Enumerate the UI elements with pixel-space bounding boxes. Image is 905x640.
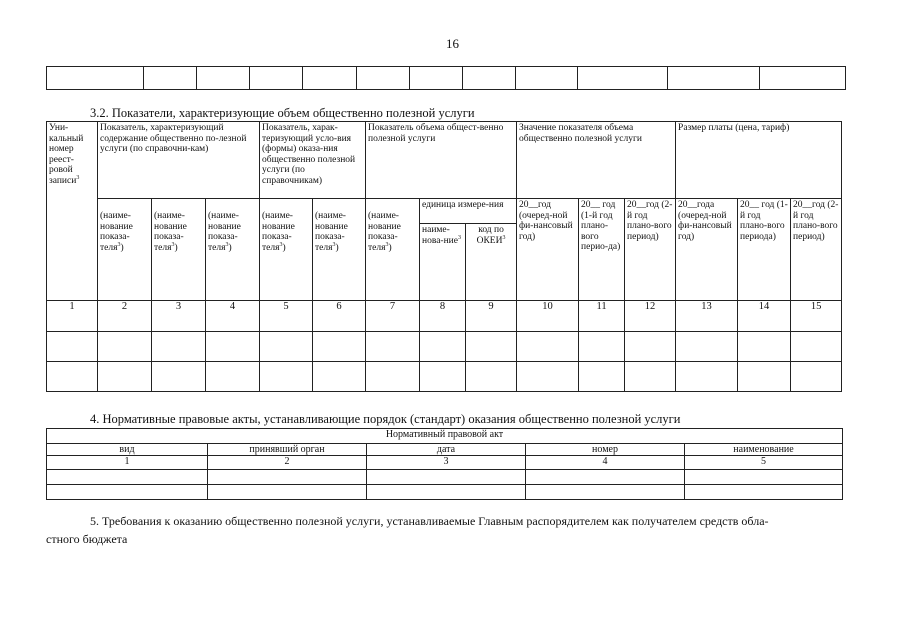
table-header-row (47, 444, 843, 456)
section-4-heading: 4. Нормативные правовые акты, устанавливающие порядок (стандарт) оказания общественно полезной услуги (90, 412, 681, 426)
col-number: 6 (313, 301, 366, 332)
col-name-5: (наиме-нование показа-теля$^3$) (260, 199, 313, 301)
col-unit: единица измере-ния (420, 199, 517, 224)
col-index: 2 (208, 456, 367, 470)
col-fee-3: 20__год (2-й год плано-вого период) (791, 199, 842, 301)
col-type: вид (47, 444, 208, 456)
table-row (47, 362, 842, 392)
col-group-fee: Размер платы (цена, тариф) (676, 122, 842, 199)
col-index: 5 (685, 456, 843, 470)
table-row (47, 485, 843, 500)
col-number: 11 (579, 301, 625, 332)
col-group-conditions: Показатель, харак-теризующий усло-вия (формы) оказа-ния общественно полезной услуги (по справочникам) (260, 122, 366, 199)
column-numbers-row (47, 456, 843, 470)
col-name-2: (наиме-нование показа-теля$^3$) (98, 199, 152, 301)
col-number: 4 (206, 301, 260, 332)
col-group-value: Значение показателя объема общественно полезной услуги (517, 122, 676, 199)
col-name-4: (наиме-нование показа-теля$^3$) (206, 199, 260, 301)
col-index: 4 (526, 456, 685, 470)
col-name: наименование (685, 444, 843, 456)
col-number: 13 (676, 301, 738, 332)
table-header-row (47, 199, 842, 224)
col-index: 1 (47, 456, 208, 470)
col-unique-number: Уни-кальный номер реест-ровой записи$^3$ (47, 122, 98, 301)
col-group-normative-act: Нормативный правовой акт (47, 429, 843, 444)
col-number: 12 (625, 301, 676, 332)
col-number: 8 (420, 301, 466, 332)
section-5-line-1: 5. Требования к оказанию общественно полезной услуги, устанавливаемые Главным распорядителем как получателем средств обла- (90, 514, 769, 528)
col-fee-2: 20__ год (1-й год плано-вого периода) (738, 199, 791, 301)
volume-indicators-table (46, 121, 842, 392)
normative-acts-table (46, 428, 843, 500)
col-date: дата (367, 444, 526, 456)
continued-table (46, 66, 846, 90)
table-header-row (47, 122, 842, 199)
col-number: 15 (791, 301, 842, 332)
col-fee-1: 20__года (очеред-ной фи-нансовый год) (676, 199, 738, 301)
col-number: 5 (260, 301, 313, 332)
col-year-3: 20__год (2-й год плано-вого период) (625, 199, 676, 301)
col-number: 7 (366, 301, 420, 332)
col-unit-okei: код по ОКЕИ$^3$ (466, 224, 517, 301)
col-group-volume: Показатель объема общест-венно полезной услуги (366, 122, 517, 199)
col-number: номер (526, 444, 685, 456)
col-number: 9 (466, 301, 517, 332)
col-number: 1 (47, 301, 98, 332)
section-3-2-heading: 3.2. Показатели, характеризующие объем общественно полезной услуги (90, 106, 475, 120)
col-year-2: 20__ год (1-й год плано-вого перио-да) (579, 199, 625, 301)
col-number: 3 (152, 301, 206, 332)
col-index: 3 (367, 456, 526, 470)
col-authority: принявший орган (208, 444, 367, 456)
column-numbers-row (47, 301, 842, 332)
col-number: 2 (98, 301, 152, 332)
col-name-6: (наиме-нование показа-теля$^3$) (313, 199, 366, 301)
table-row (47, 470, 843, 485)
col-unit-name: наиме-нова-ние$^3$ (420, 224, 466, 301)
section-5-line-2: стного бюджета (46, 532, 128, 546)
col-year-1: 20__год (очеред-ной фи-нансовый год) (517, 199, 579, 301)
page-number: 16 (446, 36, 459, 51)
col-name-7: (наиме-нование показа-теля$^3$) (366, 199, 420, 301)
table-row (47, 332, 842, 362)
table-header-row (47, 429, 843, 444)
col-name-3: (наиме-нование показа-теля$^3$) (152, 199, 206, 301)
col-group-content: Показатель, характеризующий содержание общественно по-лезной услуги (по справочни-кам) (98, 122, 260, 199)
col-number: 14 (738, 301, 791, 332)
col-number: 10 (517, 301, 579, 332)
table-row (47, 67, 846, 90)
